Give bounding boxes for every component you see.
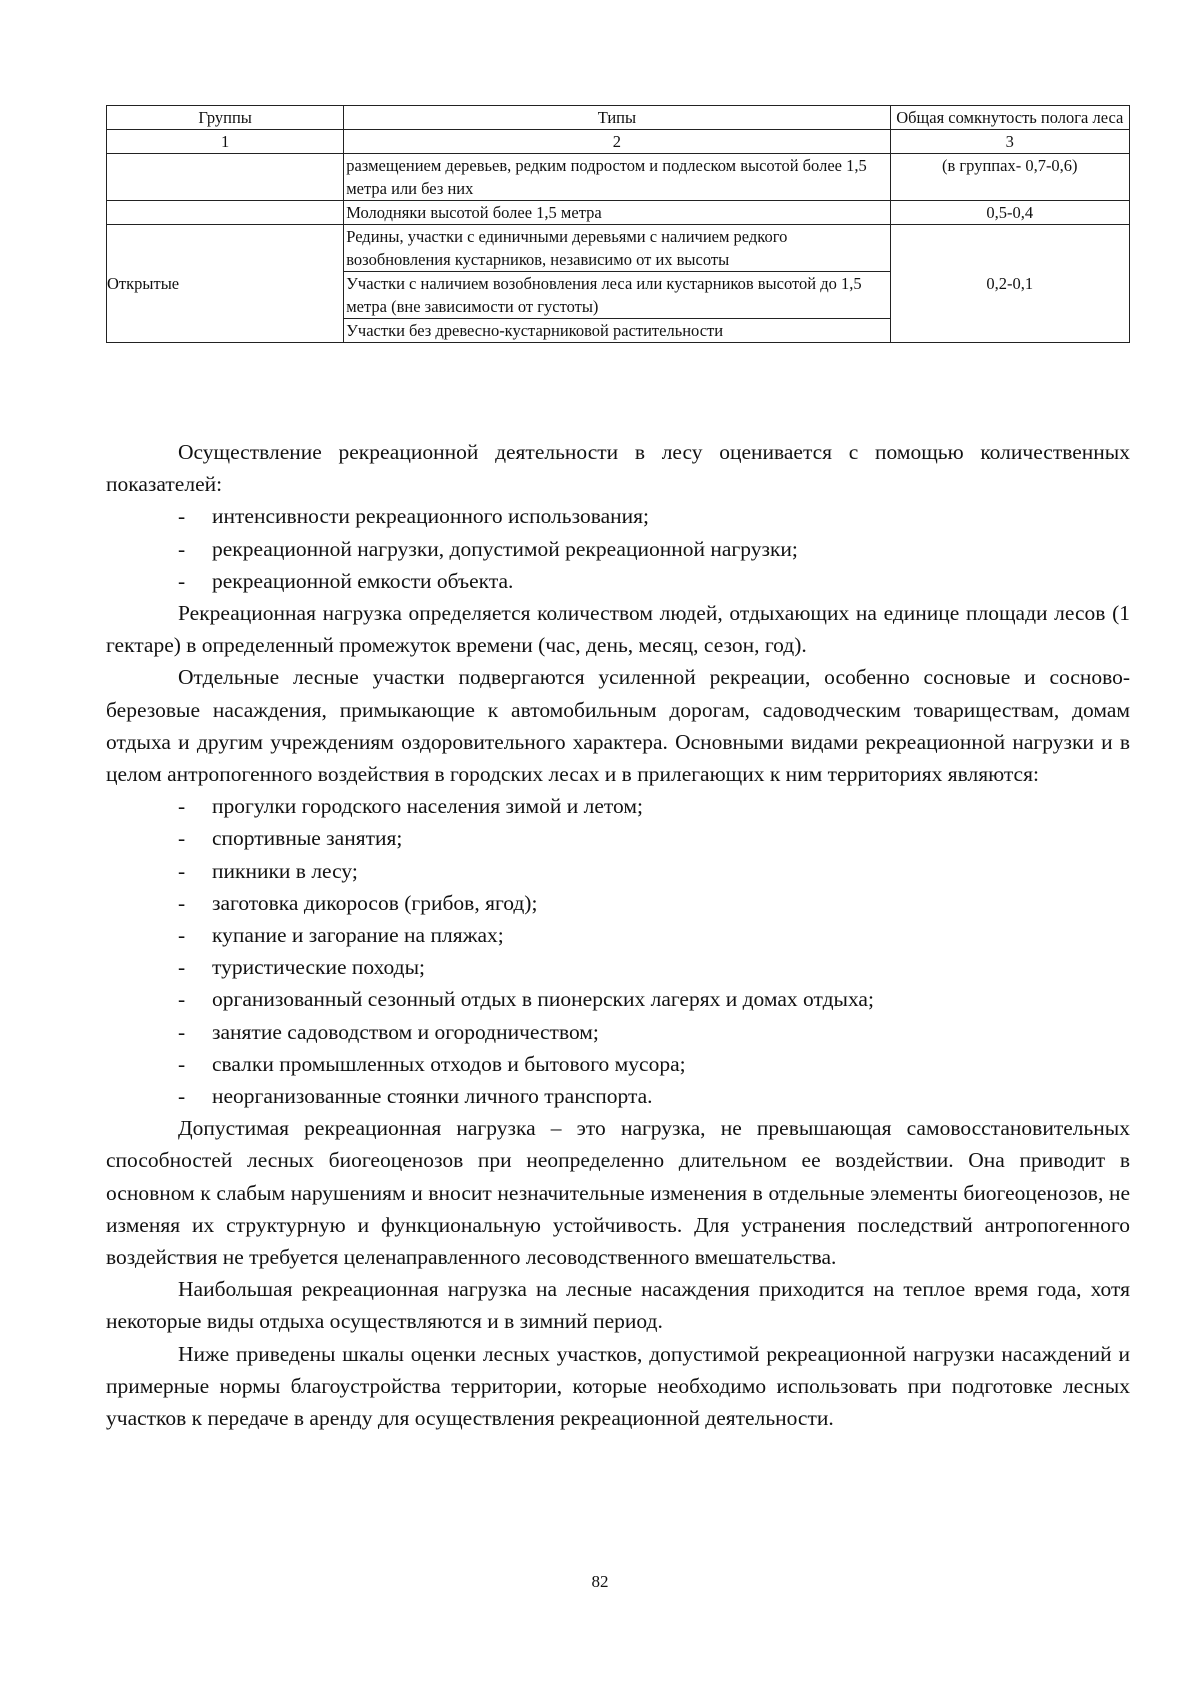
dash-marker: - bbox=[178, 1084, 186, 1109]
paragraph: Рекреационная нагрузка определяется количеством людей, отдыхающих на единице площади лесов (1 гектаре) в определенный промежуток времени (час, день, месяц, сезон, год). bbox=[106, 601, 1130, 658]
dash-marker: - bbox=[178, 987, 186, 1012]
list-item-text: купание и загорание на пляжах; bbox=[212, 923, 504, 948]
list-item-text: прогулки городского населения зимой и летом; bbox=[212, 794, 643, 819]
table-row bbox=[107, 154, 1130, 201]
group-open-cell: Открытые bbox=[107, 225, 344, 343]
column-number: 1 bbox=[107, 130, 344, 154]
table-row bbox=[107, 225, 1130, 272]
body-text bbox=[106, 436, 1130, 1434]
column-number: 3 bbox=[890, 130, 1129, 154]
dash-marker: - bbox=[178, 536, 186, 561]
list-item bbox=[106, 887, 1130, 919]
header-types: Типы bbox=[344, 106, 890, 130]
list-item-text: рекреационной нагрузки, допустимой рекреационной нагрузки; bbox=[212, 536, 798, 561]
list-item-text: организованный сезонный отдых в пионерских лагерях и домах отдыха; bbox=[212, 987, 874, 1012]
dash-marker: - bbox=[178, 955, 186, 980]
type-cell: Участки без древесно-кустарниковой растительности bbox=[344, 319, 890, 343]
page-number: 82 bbox=[591, 1572, 609, 1591]
list-item-text: пикники в лесу; bbox=[212, 858, 358, 883]
header-canopy: Общая сомкнутость полога леса bbox=[890, 106, 1129, 130]
paragraph: Отдельные лесные участки подвергаются усиленной рекреации, особенно сосновые и сосново-березовые насаждения, примыкающие к автомобильным дорогам, садоводческим товариществам, домам отдыха и другим учреждениям оздоровительного характера. Основными видами рекреационной нагрузки и в целом антропогенного воздействия в городских лесах и в прилегающих к ним территориях являются: bbox=[106, 665, 1130, 787]
type-cell: Молодняки высотой более 1,5 метра bbox=[344, 201, 890, 225]
list-item-text: свалки промышленных отходов и бытового мусора; bbox=[212, 1051, 686, 1076]
list-item bbox=[106, 533, 1130, 565]
list-item bbox=[106, 1016, 1130, 1048]
value-cell: (в группах- 0,7-0,6) bbox=[890, 154, 1129, 201]
recreation-types-list bbox=[106, 790, 1130, 1112]
paragraph: Допустимая рекреационная нагрузка – это нагрузка, не превышающая самовосстановительных способностей лесных биогеоценозов при неопределенно длительном ее воздействии. Она приводит в основном к слабым нарушениям и вносит незначительные изменения в отдельные элементы биогеоценозов, не изменяя их структурную и функциональную устойчивость. Для устранения последствий антропогенного воздействия не требуется целенаправленного лесоводственного вмешательства. bbox=[106, 1116, 1130, 1270]
list-item bbox=[106, 822, 1130, 854]
dash-marker: - bbox=[178, 890, 186, 915]
list-item-text: заготовка дикоросов (грибов, ягод); bbox=[212, 890, 538, 915]
list-item bbox=[106, 565, 1130, 597]
header-groups: Группы bbox=[107, 106, 344, 130]
value-cell: 0,5-0,4 bbox=[890, 201, 1129, 225]
dash-marker: - bbox=[178, 858, 186, 883]
type-cell: Редины, участки с единичными деревьями с наличием редкого возобновления кустарников, независимо от их высоты bbox=[344, 225, 890, 272]
list-item bbox=[106, 919, 1130, 951]
dash-marker: - bbox=[178, 794, 186, 819]
dash-marker: - bbox=[178, 923, 186, 948]
list-item bbox=[106, 1048, 1130, 1080]
table-header-row bbox=[107, 106, 1130, 130]
list-item bbox=[106, 951, 1130, 983]
list-item-text: туристические походы; bbox=[212, 955, 426, 980]
list-item-text: неорганизованные стоянки личного транспорта. bbox=[212, 1084, 653, 1109]
list-item-text: рекреационной емкости объекта. bbox=[212, 568, 514, 593]
type-cell: размещением деревьев, редким подростом и подлеском высотой более 1,5 метра или без них bbox=[344, 154, 890, 201]
column-number: 2 bbox=[344, 130, 890, 154]
list-item-text: занятие садоводством и огородничеством; bbox=[212, 1019, 599, 1044]
list-item bbox=[106, 983, 1130, 1015]
list-item bbox=[106, 790, 1130, 822]
paragraph: Наибольшая рекреационная нагрузка на лесные насаждения приходится на теплое время года, хотя некоторые виды отдыха осуществляются и в зимний период. bbox=[106, 1277, 1130, 1334]
dash-marker: - bbox=[178, 1051, 186, 1076]
paragraph: Ниже приведены шкалы оценки лесных участков, допустимой рекреационной нагрузки насаждений и примерные нормы благоустройства территории, которые необходимо использовать при подготовке лесных участков к передаче в аренду для осуществления рекреационной деятельности. bbox=[106, 1341, 1130, 1431]
type-cell: Участки с наличием возобновления леса или кустарников высотой до 1,5 метра (вне зависимости от густоты) bbox=[344, 272, 890, 319]
list-item bbox=[106, 1080, 1130, 1112]
table-column-numbers-row bbox=[107, 130, 1130, 154]
dash-marker: - bbox=[178, 504, 186, 529]
dash-marker: - bbox=[178, 1019, 186, 1044]
indicator-list bbox=[106, 500, 1130, 597]
list-item-text: интенсивности рекреационного использования; bbox=[212, 504, 649, 529]
table-row bbox=[107, 201, 1130, 225]
value-cell: 0,2-0,1 bbox=[890, 225, 1129, 343]
group-cell bbox=[107, 201, 344, 225]
group-cell bbox=[107, 154, 344, 201]
dash-marker: - bbox=[178, 568, 186, 593]
paragraph: Осуществление рекреационной деятельности в лесу оценивается с помощью количественных показателей: bbox=[106, 440, 1130, 497]
list-item-text: спортивные занятия; bbox=[212, 826, 403, 851]
dash-marker: - bbox=[178, 826, 186, 851]
list-item bbox=[106, 500, 1130, 532]
list-item bbox=[106, 855, 1130, 887]
forest-types-table bbox=[106, 105, 1130, 343]
